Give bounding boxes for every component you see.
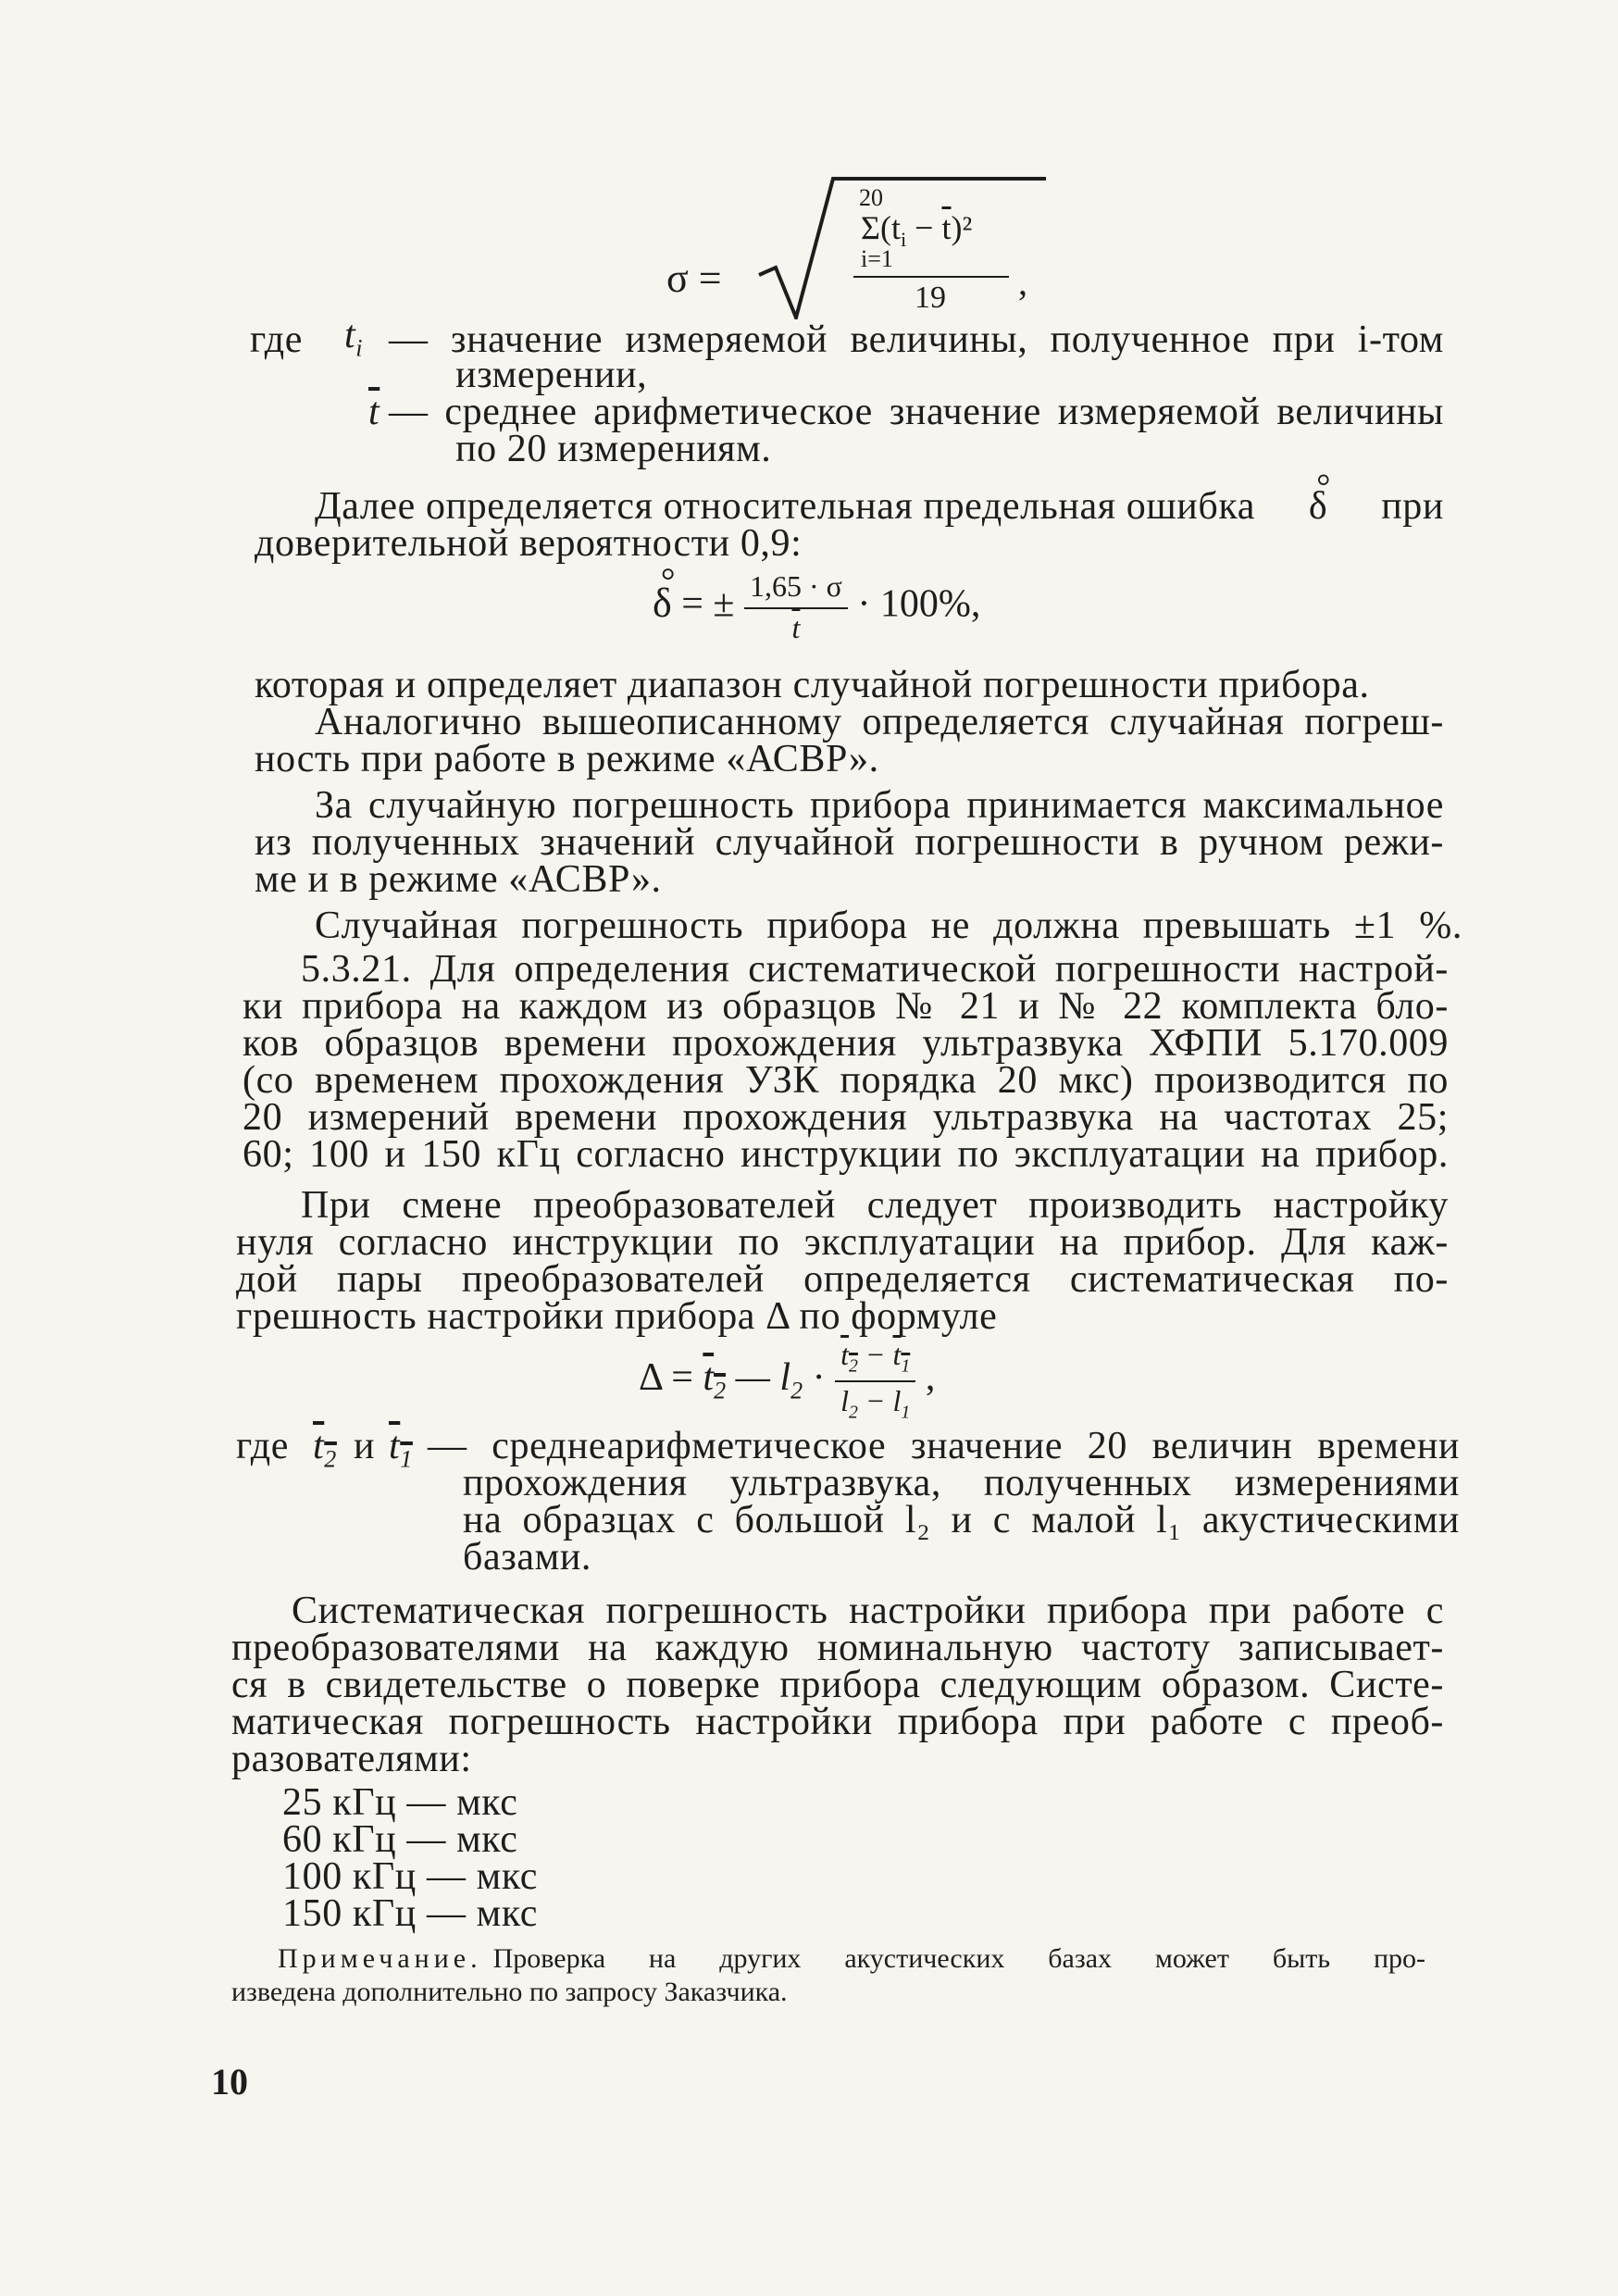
delta-fraction: $\frac{1,65 \cdot \sigma}{t}$ — [744, 569, 848, 645]
sum-lower-limit: i=1 — [861, 245, 893, 272]
symbol-t-i: $t_i$ — [344, 314, 364, 362]
where2-line2: прохождения ультразвука, полученных измерениями — [463, 1462, 1460, 1504]
para-system-line5: разователями: — [231, 1738, 472, 1780]
where1-line3: — среднее арифметическое значение измеряемой величины — [389, 391, 1444, 433]
symbol-t1-bar: $t_1$ — [389, 1425, 413, 1473]
para-za-line1: За случайную погрешность прибора принимается максимальное — [315, 784, 1444, 827]
freq-item: 100 кГц — мкс — [282, 1855, 539, 1898]
sigma-lhs: σ = — [666, 256, 722, 301]
para-analog-line1: Аналогично вышеописанному определяется случайная погреш- — [315, 701, 1444, 743]
radical-sign — [648, 171, 1055, 319]
note-label: Примечание. — [278, 1943, 482, 1974]
page-number: 10 — [211, 2061, 248, 2103]
where1-line4: по 20 измерениям. — [455, 428, 772, 470]
para-dalee-end: при — [1381, 485, 1444, 528]
para-system-line1: Систематическая погрешность настройки прибора при работе с — [292, 1590, 1444, 1632]
note-text-1: Проверка на других акустических базах может быть про- — [492, 1943, 1425, 1974]
freq-item: 25 кГц — мкс — [282, 1781, 518, 1824]
para-za-line3: ме и в режиме «АСВР». — [255, 858, 662, 901]
para-smene-line2: нуля согласно инструкции по эксплуатации на прибор. Для каж- — [236, 1221, 1449, 1264]
where-label: где — [250, 318, 303, 361]
note-line1 — [278, 1942, 1425, 1976]
para-smene-line4: грешность настройки прибора Δ по формуле — [236, 1295, 998, 1338]
para-5321-line1: 5.3.21. Для определения систематической погрешности настрой- — [301, 948, 1449, 991]
para-system-line4: матическая погрешность настройки прибора при работе с преоб- — [231, 1701, 1444, 1743]
where2-line3: на образцах с большой l₂ и с малой l₁ акустическими — [463, 1499, 1460, 1541]
Delta-fraction: $\frac{t_2 - t_1}{l_2 - l_1}$ — [835, 1338, 915, 1424]
para-dalee-text: Далее определяется относительная предельная ошибка — [315, 485, 1255, 528]
freq-item: 150 кГц — мкс — [282, 1892, 539, 1935]
para-system-line2: преобразователями на каждую номинальную частоту записывает- — [231, 1627, 1444, 1669]
where2-line1: — среднеарифметическое значение 20 величин времени — [428, 1425, 1460, 1467]
freq-item: 60 кГц — мкс — [282, 1818, 518, 1861]
formula-delta: ° δ = ± $\frac{1,65 \cdot \sigma}{t}$ · 100%, — [653, 569, 980, 645]
sum-upper-limit: 20 — [859, 184, 883, 211]
para-analog-line2: ность при работе в режиме «АСВР». — [255, 738, 879, 780]
para-5321-line5: 20 измерений времени прохождения ультразвука на частотах 25; — [243, 1096, 1449, 1139]
symbol-t-bar: $\overline{t}$ — [368, 391, 380, 433]
para-5321-line4: (со временем прохождения УЗК порядка 20 мкс) производится по — [243, 1059, 1449, 1102]
para-5321-line6: 60; 100 и 150 кГц согласно инструкции по эксплуатации на прибор. — [243, 1133, 1449, 1176]
formula-Delta: $\Delta = t_2$ — $l_2$ · $\frac{t_2 - t_1}{l_2 - l_1}$ , — [639, 1338, 936, 1423]
para-sluch: Случайная погрешность прибора не должна превышать ±1 %. — [315, 905, 1462, 947]
where1-line2: измерении, — [455, 354, 648, 396]
para-smene-line3: дой пары преобразователей определяется систематическая по- — [236, 1258, 1449, 1301]
formula-sigma — [648, 171, 1055, 319]
para-za-line2: из полученных значений случайной погрешности в ручном режи- — [255, 821, 1444, 864]
delta-ring-symbol: ° δ — [1309, 486, 1327, 528]
note-line2: изведена дополнительно по запросу Заказчика. — [231, 1977, 788, 2007]
where2-label: где — [236, 1425, 289, 1467]
para-dalee-line2: доверительной вероятности 0,9: — [255, 522, 803, 565]
sigma-fraction-bar — [853, 276, 1009, 278]
para-5321-line3: ков образцов времени прохождения ультразвука ХФПИ 5.170.009 — [243, 1022, 1449, 1065]
where2-line4: базами. — [463, 1536, 591, 1578]
symbol-t2-bar: $t_2$ — [313, 1425, 337, 1473]
para-smene-line1: При смене преобразователей следует производить настройку — [301, 1184, 1449, 1227]
sum-expression: $\Sigma(t_i - \overline{t})^2$ — [861, 209, 973, 252]
sigma-denominator: 19 — [915, 281, 946, 315]
where1-line1: — значение измеряемой величины, полученное при i-том — [389, 318, 1444, 361]
where2-and: и — [354, 1425, 376, 1467]
para-5321-line2: ки прибора на каждом из образцов № 21 и № 22 комплекта бло- — [243, 985, 1449, 1028]
sigma-comma: , — [1018, 261, 1027, 303]
para-kotoraya: которая и определяет диапазон случайной погрешности прибора. — [255, 664, 1370, 706]
para-system-line3: ся в свидетельстве о поверке прибора следующим образом. Систе- — [231, 1664, 1444, 1706]
